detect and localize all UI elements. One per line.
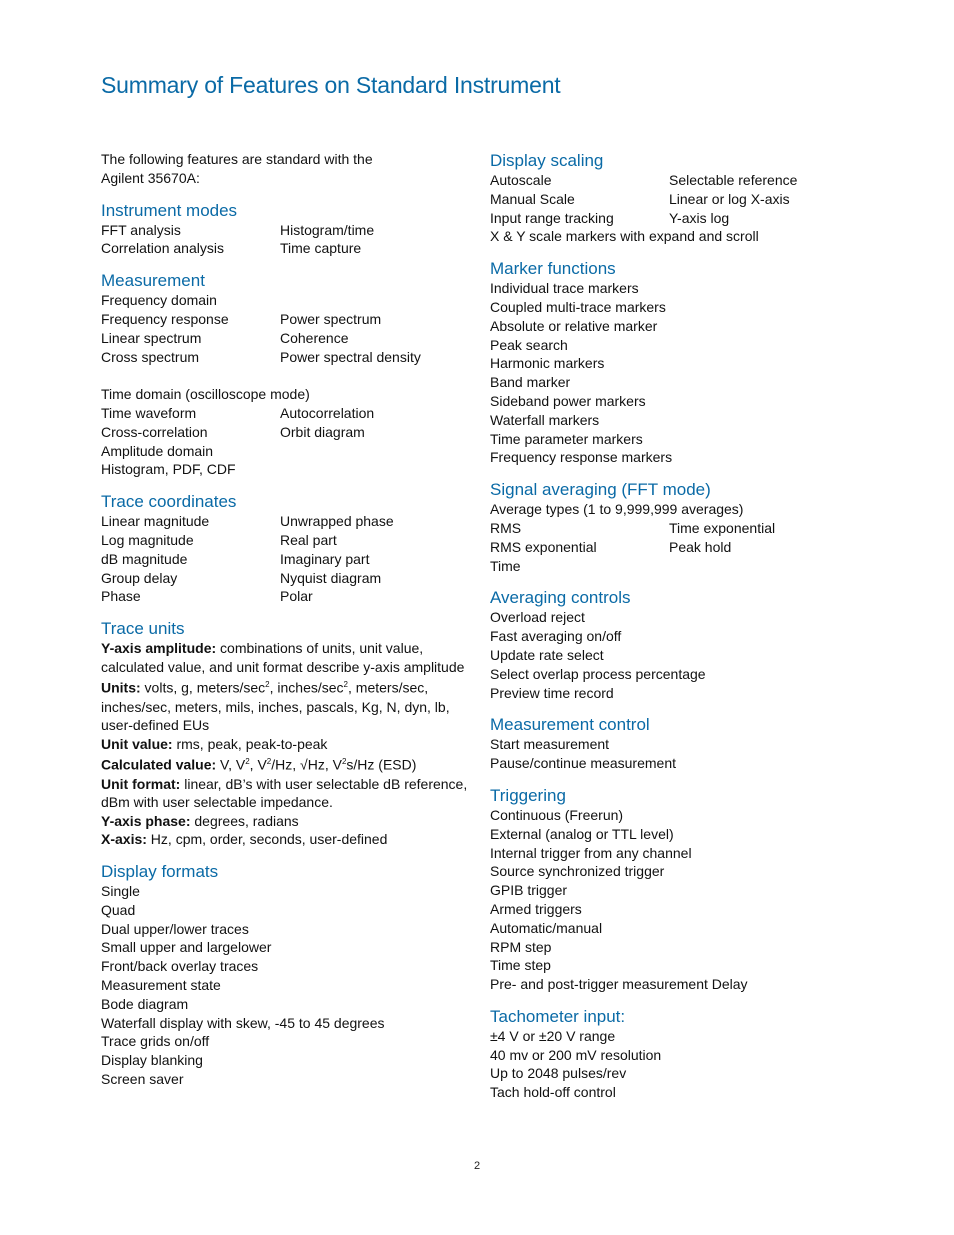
list-item: Orbit diagram <box>280 423 365 440</box>
section-measurement-control <box>490 714 820 773</box>
section-heading: Triggering <box>490 785 566 805</box>
list-item: Quad <box>101 901 136 918</box>
list-item: Phase <box>101 588 141 605</box>
list-item: Start measurement <box>490 736 610 753</box>
list-item: Bode diagram <box>101 995 189 1012</box>
list-item: Continuous (Freerun) <box>490 806 624 823</box>
list-item: RMS <box>490 519 522 536</box>
instrument-modes-list <box>101 221 471 259</box>
list-item: Linear spectrum <box>101 329 202 346</box>
section-signal-averaging <box>490 479 820 575</box>
section-triggering <box>490 785 820 994</box>
list-item: Pause/continue measurement <box>490 755 676 772</box>
list-item: Pre- and post-trigger measurement Delay <box>490 976 748 993</box>
list-item: Time <box>490 557 521 574</box>
list-item: Autocorrelation <box>280 404 375 421</box>
list-item: Autoscale <box>490 172 552 188</box>
list-item: Correlation analysis <box>101 240 224 257</box>
list-item: Harmonic markers <box>490 355 605 372</box>
term-label: Units: <box>101 679 141 696</box>
list-item: Dual upper/lower traces <box>101 920 249 937</box>
list-item: Time waveform <box>101 404 197 421</box>
list-item: Log magnitude <box>101 531 194 548</box>
list-item: Measurement state <box>101 976 221 993</box>
list-item: Frequency response markers <box>490 449 673 466</box>
list-item: Histogram, PDF, CDF <box>101 461 236 478</box>
list-item: Group delay <box>101 569 178 586</box>
list-item: dB magnitude <box>101 550 188 567</box>
trace-coordinates-list <box>101 512 471 606</box>
section-tachometer <box>490 1006 820 1102</box>
section-averaging-controls <box>490 587 820 702</box>
intro-text: The following features are standard with the Agilent 35670A: <box>101 151 373 186</box>
list-item: Automatic/manual <box>490 919 603 936</box>
list-item: Amplitude domain <box>101 442 214 459</box>
list-item: Time domain (oscilloscope mode) <box>101 386 310 403</box>
section-heading: Averaging controls <box>490 588 631 608</box>
time-domain-list <box>101 404 471 442</box>
list-item: Real part <box>280 531 337 548</box>
yaxis-amplitude-text: Y-axis amplitude: combinations of units, unit value, calculated value, and unit format describe y-axis amplitude <box>101 640 465 675</box>
section-display-scaling <box>490 150 820 246</box>
list-item: Time exponential <box>669 519 776 536</box>
list-item: Power spectral density <box>280 348 421 365</box>
measurement-list <box>101 310 471 366</box>
list-item: GPIB trigger <box>490 882 568 899</box>
list-item: External (analog or TTL level) <box>490 825 674 842</box>
units-text: Units: volts, g, meters/$\sec^2$, inches/$\sec^2$, meters/sec, inches/sec, meters, mils, inches, pascals, Kg, N, dyn, lb, user-defined EUs <box>101 679 450 734</box>
list-item: Update rate select <box>490 646 604 663</box>
section-measurement <box>101 270 471 479</box>
section-marker-functions <box>490 258 820 467</box>
list-item: Linear magnitude <box>101 513 210 530</box>
list-item: Individual trace markers <box>490 280 639 297</box>
display-formats-list <box>101 882 471 1089</box>
list-item: Time step <box>490 957 551 974</box>
list-item: Y-axis log <box>669 209 730 226</box>
list-item: Time capture <box>280 240 362 257</box>
list-item: Imaginary part <box>280 550 370 567</box>
list-item: Selectable reference <box>669 172 798 188</box>
calculated-value-text: Calculated value: V, $V^2$, $V^2/Hz$, √Hz, $V^2s/Hz$ (ESD) <box>101 757 417 774</box>
section-heading: Measurement <box>101 271 205 291</box>
section-heading: Trace coordinates <box>101 492 237 512</box>
list-item: Overload reject <box>490 609 585 626</box>
list-item: Single <box>101 882 140 899</box>
list-item: Cross spectrum <box>101 348 200 365</box>
list-item: Select overlap process percentage <box>490 665 706 682</box>
section-heading: Signal averaging (FFT mode) <box>490 480 711 500</box>
section-trace-units <box>101 618 471 849</box>
term-label: Y-axis amplitude: <box>101 640 217 657</box>
term-label: Unit format: <box>101 775 181 792</box>
list-item: Power spectrum <box>280 310 382 327</box>
list-item: RMS exponential <box>490 538 597 555</box>
list-item: FFT analysis <box>101 221 181 238</box>
list-item: Nyquist diagram <box>280 569 382 586</box>
unit-value-text: Unit value: rms, peak, peak-to-peak <box>101 735 328 752</box>
list-item: Sideband power markers <box>490 392 646 409</box>
list-item: Absolute or relative marker <box>490 317 658 334</box>
signal-averaging-list <box>490 519 820 575</box>
list-item: Trace grids on/off <box>101 1033 210 1050</box>
section-heading: Marker functions <box>490 259 616 279</box>
term-label: X-axis: <box>101 831 147 848</box>
list-item: ±4 V or ±20 V range <box>490 1027 616 1044</box>
list-item: Average types (1 to 9,999,999 averages) <box>490 501 744 518</box>
list-item: Histogram/time <box>280 221 375 238</box>
list-item: 40 mv or 200 mV resolution <box>490 1046 662 1063</box>
section-heading: Measurement control <box>490 715 650 735</box>
list-item: Input range tracking <box>490 209 614 226</box>
section-heading: Instrument modes <box>101 200 238 220</box>
list-item: Time parameter markers <box>490 430 643 447</box>
list-item: Armed triggers <box>490 900 582 917</box>
page-title: Summary of Features on Standard Instrument <box>101 72 561 98</box>
section-heading: Tachometer input: <box>490 1006 626 1026</box>
section-heading: Display scaling <box>490 151 604 170</box>
list-item: Peak search <box>490 336 568 353</box>
section-heading: Trace units <box>101 619 185 639</box>
list-item: Small upper and largelower <box>101 939 272 956</box>
list-item: Coupled multi-trace markers <box>490 298 666 315</box>
list-item: Frequency response <box>101 310 229 327</box>
yaxis-phase-text: Y-axis phase: degrees, radians <box>101 812 299 829</box>
page-number: 2 <box>474 1160 481 1172</box>
list-item: Manual Scale <box>490 190 575 207</box>
section-display-formats <box>101 861 471 1089</box>
list-item: Frequency domain <box>101 292 217 309</box>
list-item: Coherence <box>280 329 349 346</box>
list-item: Linear or log X-axis <box>669 190 790 207</box>
section-heading: Display formats <box>101 861 219 881</box>
list-item: Band marker <box>490 374 571 391</box>
list-item: Screen saver <box>101 1070 184 1087</box>
section-instrument-modes <box>101 200 471 259</box>
term-label: Unit value: <box>101 735 173 752</box>
list-item: Internal trigger from any channel <box>490 844 692 861</box>
list-item: Up to 2048 pulses/rev <box>490 1065 627 1082</box>
list-item: Peak hold <box>669 538 732 555</box>
section-trace-coordinates <box>101 491 471 606</box>
unit-format-text: Unit format: linear, dB’s with user selectable dB reference, dBm with user selectable impedance. <box>101 775 468 811</box>
right-column <box>490 150 820 1102</box>
left-column <box>101 150 471 1089</box>
list-item: Tach hold-off control <box>490 1084 616 1101</box>
term-label: Y-axis phase: <box>101 812 191 829</box>
term-label: Calculated value: <box>101 757 217 774</box>
xaxis-text: X-axis: Hz, cpm, order, seconds, user-defined <box>101 831 388 848</box>
list-item: Unwrapped phase <box>280 513 394 530</box>
list-item: X & Y scale markers with expand and scroll <box>490 228 759 245</box>
display-scaling-list <box>490 171 820 227</box>
list-item: Cross-correlation <box>101 423 208 440</box>
list-item: Waterfall display with skew, -45 to 45 degrees <box>101 1014 385 1031</box>
list-item: Fast averaging on/off <box>490 628 622 645</box>
list-item: Polar <box>280 588 313 605</box>
list-item: Display blanking <box>101 1052 203 1069</box>
list-item: Waterfall markers <box>490 411 600 428</box>
list-item: Preview time record <box>490 684 614 701</box>
list-item: Front/back overlay traces <box>101 958 259 975</box>
list-item: Source synchronized trigger <box>490 863 665 880</box>
list-item: RPM step <box>490 938 552 955</box>
list-item <box>669 557 820 576</box>
